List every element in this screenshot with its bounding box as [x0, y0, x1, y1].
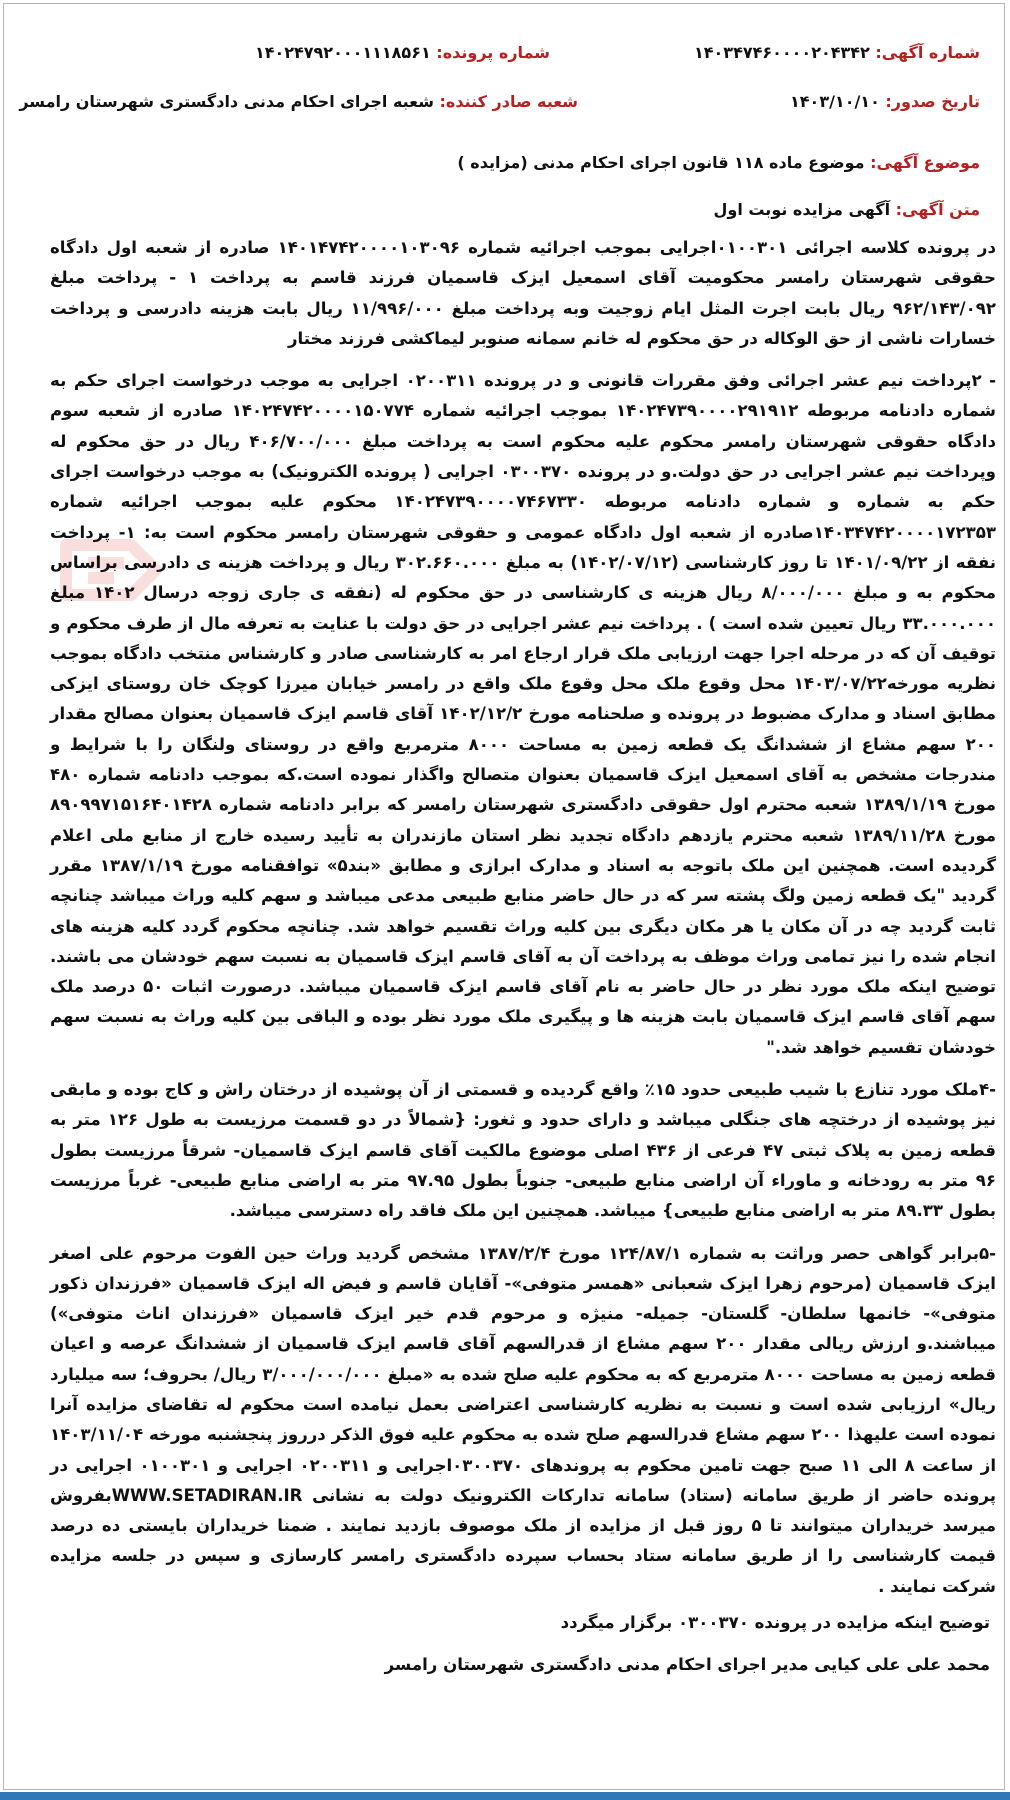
paragraph-1: در پرونده کلاسه اجرائی ۰۱۰۰۳۰۱اجرایی بموجب اجرائیه شماره ۱۴۰۱۴۷۴۲۰۰۰۰۱۰۳۰۹۶ صادره از شعبه اول دادگاه حقوقی شهرستان رامسر محکومیت آقای اسمعیل ایزک قاسمیان فرزند قاسم به پرداخت ۱ - پرداخت مبلغ ۹۶۲/۱۴۳/۰۹۲ ریال بابت اجرت المثل ایام زوجیت وبه پرداخت مبلغ ۱۱/۹۹۶/۰۰۰ ریال بابت هزینه دادرسی و پرداخت خسارات ناشی از حق الوکاله در حق محکوم له خانم سمانه صنوبر لیماکشی فرزند مختار	[50, 238, 996, 348]
issue-date-value: ۱۴۰۳/۱۰/۱۰	[790, 92, 880, 111]
issue-date-label: تاریخ صدور:	[885, 92, 980, 111]
notice-number-row	[694, 43, 980, 62]
auction-note: توضیح اینکه مزایده در پرونده ۰۳۰۰۳۷۰ برگزار میگردد	[560, 1613, 990, 1632]
issuer-value: شعبه اجرای احکام مدنی دادگستری شهرستان رامسر	[19, 92, 434, 111]
notice-number-value: ۱۴۰۳۴۷۴۶۰۰۰۰۲۰۴۳۴۲	[694, 43, 870, 62]
paragraph-3: -۴ملک مورد تنازع با شیب طبیعی حدود ۱۵٪ واقع گردیده و قسمتی از آن پوشیده از درختان راش و کاج بوده و مابقی نیز پوشیده از درختچه های جنگلی میباشد و دارای حدود و ثغور: {شمالاً در دو قسمت مرزیست به طول ۱۲۶ متر به قطعه زمین به پلاک ثبتی ۴۷ فرعی از ۴۳۶ اصلی موضوع مالکیت آقای قاسم ایزک قاسمیان- شرقاً مرزیست بطول ۹۶ متر به رودخانه و ماوراء آن اراضی منابع طبیعی- جنوباً بطول ۹۷.۹۵ متر به اراضی منابع طبیعی- غرباً مرزیست بطول ۸۹.۳۳ متر به اراضی منابع طبیعی} میباشد. همچنین این ملک فاقد راه دسترسی میباشد.	[50, 1080, 997, 1221]
issuer-row	[19, 92, 578, 111]
paragraph-4: -۵برابر گواهی حصر وراثت به شماره ۱۲۴/۸۷/۱ مورخ ۱۳۸۷/۲/۴ مشخص گردید وراث حین الفوت مرحوم علی اصغر ایزک قاسمیان (مرحوم زهرا ایزک شعبانی «همسر متوفی»- آقایان قاسم و فیض اله ایزک قاسمیان «فرزندان ذکور متوفی»- خانمها سلطان- گلستان- جمیله- منیژه و مرحوم قدم خیر ایزک قاسمیان «فرزندان اناث متوفی») میباشند.و ارزش ریالی مقدار ۲۰۰ سهم مشاع از قدرالسهم آقای قاسم ایزک قاسمیان از ششدانگ عرصه و اعیان قطعه زمین به مساحت ۸۰۰۰ مترمربع که به محکوم علیه صلح شده به «مبلغ ۳/۰۰۰/۰۰۰/۰۰۰ ریال/ بحروف؛ سه میلیارد ریال» ارزیابی شده است و نسبت به نظریه کارشناسی اعتراضی بعمل نیامده است محکوم له تقاضای مزایده آنرا نموده است علیهذا ۲۰۰ سهم مشاع قدرالسهم صلح شده به محکوم علیه فوق الذکر درروز پنجشنبه مورخه ۱۴۰۳/۱۱/۰۴ از ساعت ۸ الی ۱۱ صبح جهت تامین محکوم به پروندهای ۰۳۰۰۳۷۰اجرایی و ۰۲۰۰۳۱۱ اجرایی و ۰۱۰۰۳۰۱ اجرایی در پرونده حاضر از طریق سامانه (ستاد) سامانه تدارکات الکترونیک دولت به نشانی WWW.SETADIRAN.IRبفروش میرسد خریداران میتوانند تا ۵ روز قبل از مزایده از ملک موصوف بازدید نمایند . ضمنا خریداران بایستی ده درصد قیمت کارشناسی را از طریق سامانه ستاد بحساب سپرده دادگستری رامسر کارسازی و سپس در جلسه مزایده شرکت نمایند .	[50, 1243, 997, 1596]
subject-label: موضوع آگهی:	[870, 153, 980, 172]
signature: محمد علی علی کیایی مدیر اجرای احکام مدنی دادگستری شهرستان رامسر	[384, 1655, 990, 1674]
subject-row	[457, 153, 980, 172]
case-number-label: شماره پرونده:	[436, 43, 550, 62]
notice-body	[50, 233, 996, 1602]
issue-date-row	[790, 92, 980, 111]
case-number-value: ۱۴۰۲۴۷۹۲۰۰۰۱۱۱۸۵۶۱	[254, 43, 431, 62]
notice-number-label: شماره آگهی:	[875, 43, 980, 62]
bottom-bar	[0, 1792, 1010, 1800]
subject-value: موضوع ماده ۱۱۸ قانون اجرای احکام مدنی (مزایده )	[457, 153, 865, 172]
notice-text-title: آگهی مزایده نوبت اول	[713, 200, 891, 219]
case-number-row	[255, 43, 550, 62]
notice-text-label: متن آگهی:	[895, 200, 980, 219]
notice-text-row	[713, 200, 980, 219]
issuer-label: شعبه صادر کننده:	[439, 92, 578, 111]
paragraph-2: - ۲پرداخت نیم عشر اجرائی وفق مقررات قانونی و در پرونده ۰۲۰۰۳۱۱ اجرایی به موجب درخواست اجرای حکم به شماره دادنامه مربوطه ۱۴۰۲۴۷۳۹۰۰۰۰۲۹۱۹۱۲ بموجب اجرائیه شماره ۱۴۰۲۴۷۴۲۰۰۰۰۱۵۰۷۷۴ صادره از شعبه سوم دادگاه حقوقی شهرستان رامسر محکوم علیه محکوم است به پرداخت مبلغ ۴۰۶/۷۰۰/۰۰۰ ریال در حق محکوم له وپرداخت نیم عشر اجرایی در حق دولت.و در پرونده ۰۳۰۰۳۷۰ اجرایی ( پرونده الکترونیک) به موجب درخواست اجرای حکم به شماره و شماره دادنامه مربوطه ۱۴۰۲۴۷۳۹۰۰۰۰۷۴۶۷۳۳۰ محکوم علیه بموجب اجرائیه شماره ۱۴۰۳۴۷۴۲۰۰۰۰۱۷۲۳۵۳صادره از شعبه اول دادگاه عمومی و حقوقی شهرستان رامسر محکوم است به: ۱- پرداخت نفقه از ۱۴۰۱/۰۹/۲۲ تا روز کارشناسی (۱۴۰۲/۰۷/۱۲) به مبلغ ۳۰۲.۶۶۰.۰۰۰ ریال و پرداخت هزینه ی دادرسی براساس محکوم به و مبلغ ۸/۰۰۰/۰۰۰ ریال هزینه ی کارشناسی در حق محکوم له (نفقه ی جاری زوجه درسال ۱۴۰۲ مبلغ ۳۳.۰۰۰.۰۰۰ ریال تعیین شده است ) . پرداخت نیم عشر اجرایی در حق دولت با عنایت به تعرفه مال از طرف محکوم و توقیف آن که در مرحله اجرا جهت ارزیابی ملک قرار ارجاع امر به کارشناسی صادر و کارشناس منتخب دادگاه بموجب نظریه مورخه۱۴۰۳/۰۷/۲۲ محل وقوع ملک محل وقوع ملک واقع در رامسر خیابان میرزا کوچک خان روستای ایزکی مطابق اسناد و مدارک مضبوط در پرونده و صلحنامه مورخ ۱۴۰۲/۱۲/۲ آقای قاسم ایزک قاسمیان بعنوان مصالح مقدار ۲۰۰ سهم مشاع از ششدانگ یک قطعه زمین به مساحت ۸۰۰۰ مترمربع واقع در روستای ولنگان را با شرایط و مندرجات مشخص به آقای اسمعیل ایزک قاسمیان بعنوان متصالح واگذار نموده است.که بموجب دادنامه شماره ۴۸۰ مورخ ۱۳۸۹/۱/۱۹ شعبه محترم اول حقوقی دادگستری شهرستان رامسر که برابر دادنامه شماره ۸۹۰۹۹۷۱۵۱۶۴۰۱۴۲۸ مورخ ۱۳۸۹/۱۱/۲۸ شعبه محترم یازدهم دادگاه تجدید نظر استان مازندران به تأیید رسیده خارج از منابع ملی اعلام گردیده است. همچنین این ملک باتوجه به اسناد و مدارک ابرازی و مطابق «بند۵» توافقنامه مورخ ۱۳۸۷/۱/۱۹ مقرر گردید "یک قطعه زمین ولگ پشته سر که در حال حاضر منابع طبیعی مدعی میباشد و سهم کلیه وراث میباشد چنانچه ثابت گردید چه در آن مکان یا هر مکان دیگری بین کلیه وراث تقسیم خواهد شد. چنانچه محکوم گردد کلیه هزینه های انجام شده را نیز تمامی وراث موظف به پرداخت آن به آقای قاسم ایزک قاسمیان به نسبت سهم خودشان می باشند. توضیح اینکه ملک مورد نظر در حال حاضر به نام آقای قاسم ایزک قاسمیان میباشد. درصورت اثبات ۵۰ درصد ملک سهم آقای قاسم ایزک قاسمیان بابت هزینه ها و پیگیری ملک مورد نظر بوده و الباقی بین کلیه وراث به نسبت سهم خودشان تقسیم خواهد شد."	[50, 371, 997, 1057]
